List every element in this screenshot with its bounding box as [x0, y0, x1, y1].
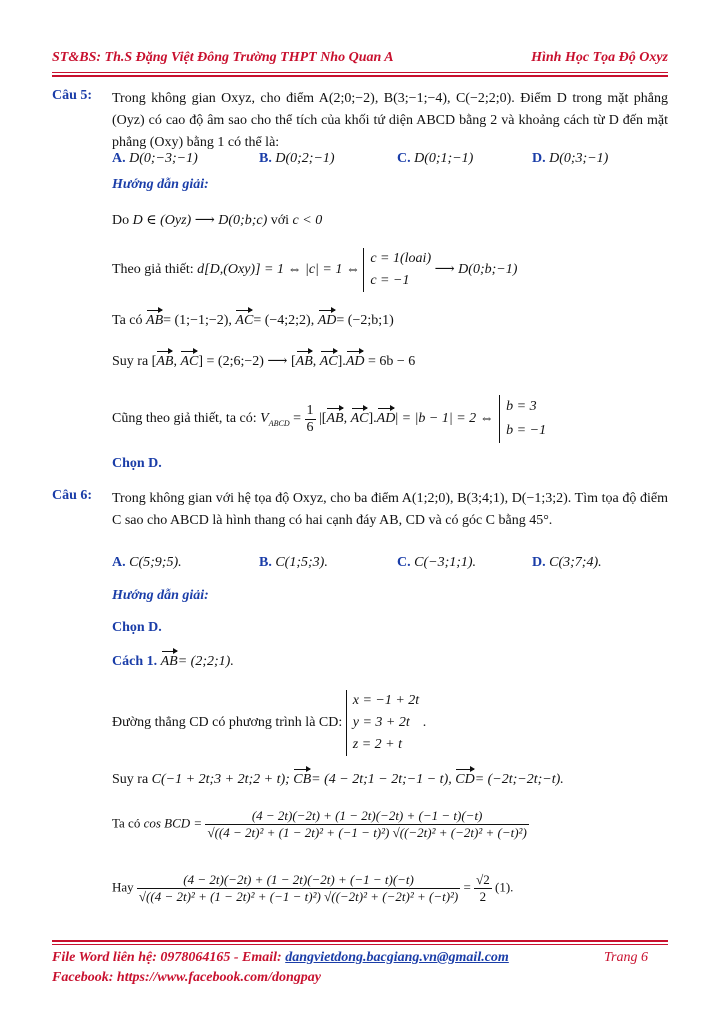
question-5-text: Trong không gian Oxyz, cho điểm A(2;0;−2), B(3;−1;−4), C(−2;2;0). Điểm D trong mặt phẳng (Oyz) có cao độ âm sao cho thể tích của khối tứ diện ABCD bằng 2 và khoảng cách từ D đến mặt phẳng (Oxy) bằng 1 có thể là:: [112, 91, 668, 150]
q5-b-system: b = 3 b = −1: [499, 395, 546, 443]
q5-option-b[interactable]: B. D(0;2;−1): [259, 151, 335, 166]
q6-param-system: x = −1 + 2t y = 3 + 2t z = 2 + t: [346, 690, 419, 756]
q6-line-equation: Đường thẳng CD có phương trình là CD: x = −1 + 2t y = 3 + 2t z = 2 + t .: [112, 690, 426, 756]
q5-answer: Chọn D.: [112, 456, 162, 471]
header-topic: Hình Học Tọa Độ Oxyz: [531, 50, 668, 65]
q5-volume-fraction: $\frac{1}{6}$: [306, 402, 314, 435]
q5-step-4: Suy ra [AB, AC] = (2;6;−2) ⟶ [AB, AC].AD = 6b − 6: [112, 354, 416, 369]
q6-hay-fraction: (4 − 2t)(−2t) + (1 − 2t)(−2t) + (−1 − t)(−t) √((4 − 2t)² + (1 − 2t)² + (−1 − t)²) √((−2t)² + (−2t)² + (−t)²): [138, 872, 459, 904]
q6-answer: Chọn D.: [112, 620, 162, 635]
question-6-text: Trong không gian với hệ tọa độ Oxyz, cho ba điểm A(1;2;0), B(3;4;1), D(−1;3;2). Tìm tọa độ điểm C sao cho ABCD là hình thang có hai cạnh đáy AB, CD và có góc C bằng 45°.: [112, 491, 668, 528]
q5-step-2: Theo giả thiết: d[D,(Oxy)] = 1 ⇔ |c| = 1 ⇔ c = 1(loai) c = −1 ⟶ D(0;b;−1): [112, 248, 517, 292]
footer-email-link[interactable]: dangvietdong.bacgiang.vn@gmail.com: [285, 950, 509, 965]
q6-step-suyra: Suy ra C(−1 + 2t;3 + 2t;2 + t); CB= (4 − 2t;1 − 2t;−1 − t), CD= (−2t;−2t;−t).: [112, 772, 564, 787]
question-6-options: [52, 555, 668, 577]
page-header: [52, 50, 668, 70]
q5-option-a[interactable]: A. D(0;−3;−1): [112, 151, 198, 166]
q5-option-c[interactable]: C. D(0;1;−1): [397, 151, 474, 166]
q6-method-1: Cách 1. AB= (2;2;1).: [112, 654, 234, 669]
q6-option-b[interactable]: B. C(1;5;3).: [259, 555, 328, 570]
header-rule-thick: [52, 75, 668, 77]
question-5-label: Câu 5:: [52, 88, 93, 103]
q6-hay-formula: Hay (4 − 2t)(−2t) + (1 − 2t)(−2t) + (−1 − t)(−t) √((4 − 2t)² + (1 − 2t)² + (−1 − t)²) √((−2t)² + (−2t)² + (−t)²) = $\frac{√2}{2}$ (1).: [112, 872, 514, 904]
footer-rule-thick: [52, 940, 668, 942]
header-author: ST&BS: Th.S Đặng Việt Đông Trường THPT Nho Quan A: [52, 50, 394, 65]
footer-facebook[interactable]: Facebook: https://www.facebook.com/dongpay: [52, 970, 321, 985]
question-5-options: [52, 151, 668, 173]
q5-guide-heading: Hướng dẫn giải:: [112, 177, 209, 192]
q6-cos-formula: Ta có cos BCD = (4 − 2t)(−2t) + (1 − 2t)(−2t) + (−1 − t)(−t) √((4 − 2t)² + (1 − 2t)² + (−1 − t)²) √((−2t)² + (−2t)² + (−t)²): [112, 808, 527, 840]
q6-cos-fraction: (4 − 2t)(−2t) + (1 − 2t)(−2t) + (−1 − t)(−t) √((4 − 2t)² + (1 − 2t)² + (−1 − t)²) √((−2t)² + (−2t)² + (−t)²): [207, 808, 527, 840]
footer-line-1: File Word liên hệ: 0978064165 - Email: dangvietdong.bacgiang.vn@gmail.com Trang 6: [52, 950, 648, 965]
q5-option-d[interactable]: D. D(0;3;−1): [532, 151, 609, 166]
footer-rule-thin: [52, 944, 668, 945]
q6-guide-heading: Hướng dẫn giải:: [112, 588, 209, 603]
q5-case-system: c = 1(loai) c = −1: [363, 248, 431, 292]
q5-step-5: Cũng theo giả thiết, ta có: $V_{ABCD}$ = $\frac{1}{6}$ |[AB, AC].AD| = |b − 1| = 2 ⇔ b = 3 b = −1: [112, 395, 546, 443]
question-6: [52, 488, 668, 558]
q5-step-1: Do D ∈ (Oyz) ⟶ D(0;b;c) với c < 0: [112, 213, 323, 228]
q6-option-d[interactable]: D. C(3;7;4).: [532, 555, 602, 570]
q5-step-3: Ta có AB= (1;−1;−2), AC= (−4;2;2), AD= (−2;b;1): [112, 313, 394, 328]
question-6-label: Câu 6:: [52, 488, 93, 503]
q6-option-a[interactable]: A. C(5;9;5).: [112, 555, 182, 570]
page-number: Trang 6: [604, 950, 648, 965]
q6-option-c[interactable]: C. C(−3;1;1).: [397, 555, 477, 570]
question-5: [52, 88, 668, 188]
header-rule-thin: [52, 72, 668, 73]
q6-rhs-fraction: $\frac{√2}{2}$: [476, 872, 490, 904]
